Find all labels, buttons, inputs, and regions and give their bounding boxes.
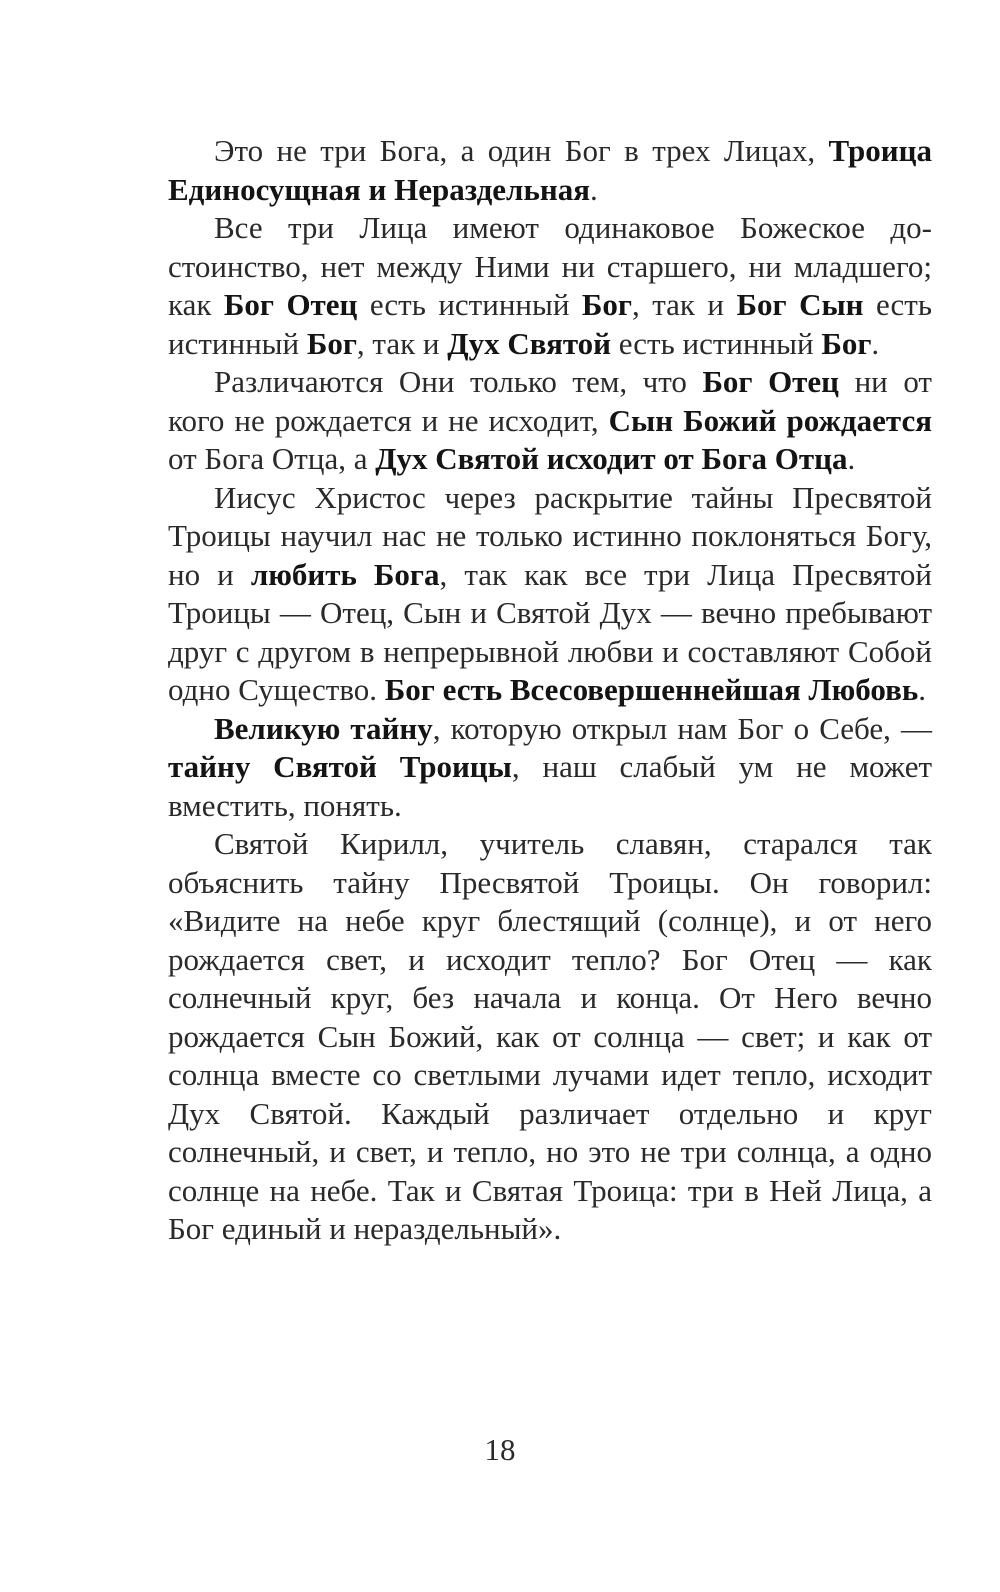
bold-text-run: тайну Святой Троицы (168, 749, 512, 784)
text-run: Святой Кирилл, учитель славян, старался так объяснить тайну Пресвятой Троицы. Он говорил: «Видите на небе круг блестящий (солнце), и от него рождается свет, и исходит тепло? Бог Отец — как солнечный круг, без начала и конца. От Него вечно рождается Сын Божий, как от солнца — свет; и как от солнца вместе со светлыми лучами идет тепло, исходит Дух Святой. Каждый различает отдельно и круг солнечный, и свет, и тепло, но это не три солнца, а одно солнце на небе. Так и Святая Троица: три в Ней Лица, а Бог единый и нераздельный». (168, 826, 932, 1246)
text-run: , наш слабый ум не может вместить, понять. (168, 749, 932, 823)
page-number: 18 (484, 1432, 516, 1467)
paragraph-5 (168, 710, 932, 826)
bold-text-run: Бог (581, 287, 632, 322)
paragraph-4 (168, 479, 932, 710)
text-run: Все три Лица имеют одинаковое Божеское достоинство, нет между Ними ни старшего, ни младшего; как (168, 210, 932, 322)
text-run: . (847, 441, 856, 476)
text-run: есть истинный (168, 287, 932, 361)
bold-text-run: Бог Отец (702, 364, 840, 399)
text-run: есть истинный (611, 325, 822, 361)
bold-text-run: любить Бога (250, 556, 440, 592)
bold-text-run: Дух Святой исходит от Бога Отца (375, 441, 848, 476)
bold-text-run: Сын Божий рождается (608, 402, 933, 438)
bold-text-run: Бог Отец (223, 287, 358, 322)
bold-text-run: Дух Святой (447, 325, 612, 361)
paragraph-3 (168, 363, 932, 479)
text-run: , так и (631, 287, 737, 322)
bold-text-run: Бог Сын (736, 287, 864, 322)
bold-text-run: Великую тайну (214, 710, 433, 746)
text-run: , которую открыл нам Бог о Себе, — (432, 710, 932, 746)
bold-text-run: Бог (821, 325, 872, 361)
text-run: от Бога Отца, а (168, 441, 376, 476)
text-run: . (871, 325, 880, 361)
bold-text-run: Троица Единосущная и Нераздельная (168, 133, 932, 207)
paragraph-2 (168, 209, 932, 363)
bold-text-run: Бог есть Всесовершеннейшая Любовь (384, 672, 919, 707)
text-run: . (589, 171, 598, 207)
text-run: ни от кого не рождается и не исходит, (168, 364, 932, 438)
bold-text-run: Бог (306, 325, 357, 361)
text-run: Это не три Бога, а один Бог в трех Лицах, (214, 133, 829, 168)
paragraph-1 (168, 132, 932, 209)
text-run: . (918, 672, 926, 707)
text-run: есть истинный (357, 287, 582, 322)
text-run: , так как все три Лица Пресвятой Троицы — Отец, Сын и Святой Дух — вечно пребывают друг с другом в непрерывной любви и составляют Собой одно Существо. (168, 556, 933, 707)
text-run: , так и (356, 325, 448, 361)
text-run: Различаются Они только тем, что (214, 364, 703, 399)
paragraph-6 (168, 825, 932, 1249)
text-run: Иисус Христос через раскрытие тайны Пресвятой Троицы научил нас не только истинно поклоняться Богу, но и (168, 479, 932, 592)
page-body (168, 132, 932, 1249)
